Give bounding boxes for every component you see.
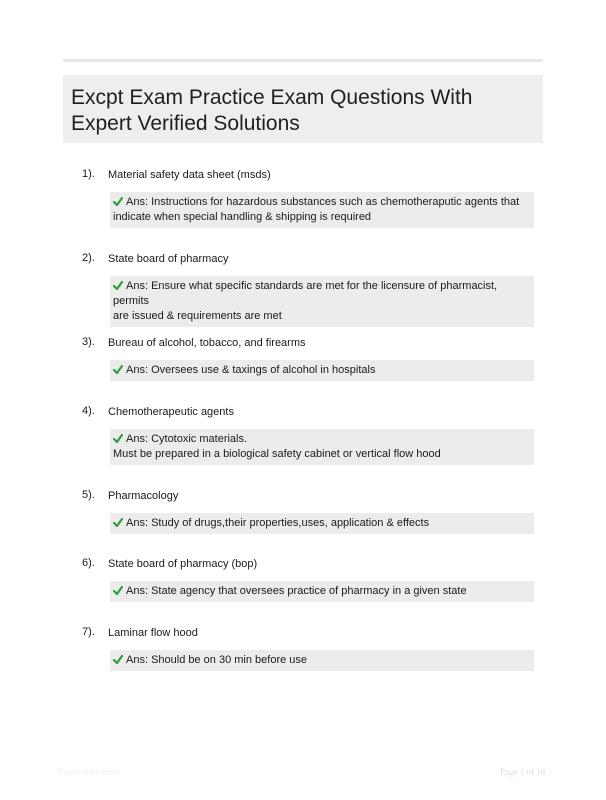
question-number: 7). xyxy=(82,626,95,638)
answer-box xyxy=(110,429,534,465)
question-text: Chemotherapeutic agents xyxy=(108,406,234,418)
question-number: 2). xyxy=(82,252,95,264)
answer-box xyxy=(110,360,534,381)
question-text: Pharmacology xyxy=(108,490,179,502)
checkmark-icon xyxy=(113,518,123,527)
answer-line xyxy=(113,279,528,309)
question-text: Laminar flow hood xyxy=(108,627,198,639)
answer-box xyxy=(110,513,534,534)
answer-line xyxy=(113,516,528,531)
question-text: Material safety data sheet (msds) xyxy=(108,169,271,181)
footer-site: PaperNibs.com xyxy=(58,767,120,777)
answer-text: Ans: Instructions for hazardous substances such as chemotheraputic agents that xyxy=(126,196,520,208)
question-number: 6). xyxy=(82,557,95,569)
answer-box xyxy=(110,276,534,327)
answer-text: indicate when special handling & shipping is required xyxy=(113,211,372,223)
checkmark-icon xyxy=(113,655,123,664)
answer-line xyxy=(113,432,528,447)
answer-text: are issued & requirements are met xyxy=(113,310,282,322)
answer-line xyxy=(113,584,528,599)
answer-line xyxy=(113,195,528,210)
answer-text: Must be prepared in a biological safety cabinet or vertical flow hood xyxy=(113,448,441,460)
answer-text: Ans: Should be on 30 min before use xyxy=(126,654,308,666)
answer-line xyxy=(113,363,528,378)
question-number: 4). xyxy=(82,405,95,417)
checkmark-icon xyxy=(113,434,123,443)
answer-text: Ans: Study of drugs,their properties,uses, application & effects xyxy=(126,517,430,529)
question-number: 1). xyxy=(82,168,95,180)
answer-text: Ans: Oversees use & taxings of alcohol in hospitals xyxy=(126,364,376,376)
answer-line xyxy=(113,447,528,462)
answer-line xyxy=(113,210,528,225)
answer-line xyxy=(113,309,528,324)
page-title: Excpt Exam Practice Exam Questions With Expert Verified Solutions xyxy=(71,86,473,135)
title-box xyxy=(63,75,543,143)
question-text: Bureau of alcohol, tobacco, and firearms xyxy=(108,337,306,349)
answer-text: Ans: Ensure what specific standards are met for the licensure of pharmacist, permits xyxy=(113,280,498,307)
top-rule xyxy=(63,59,543,62)
question-text: State board of pharmacy (bop) xyxy=(108,558,258,570)
checkmark-icon xyxy=(113,586,123,595)
question-number: 3). xyxy=(82,336,95,348)
answer-line xyxy=(113,653,528,668)
answer-box xyxy=(110,581,534,602)
answer-box xyxy=(110,192,534,228)
answer-box xyxy=(110,650,534,671)
checkmark-icon xyxy=(113,197,123,206)
answer-text: Ans: State agency that oversees practice of pharmacy in a given state xyxy=(126,585,467,597)
question-number: 5). xyxy=(82,489,95,501)
checkmark-icon xyxy=(113,281,123,290)
answer-text: Ans: Cytotoxic materials. xyxy=(126,433,248,445)
checkmark-icon xyxy=(113,365,123,374)
question-text: State board of pharmacy xyxy=(108,253,229,265)
footer-page-number: Page 1 of 16 xyxy=(500,767,546,777)
